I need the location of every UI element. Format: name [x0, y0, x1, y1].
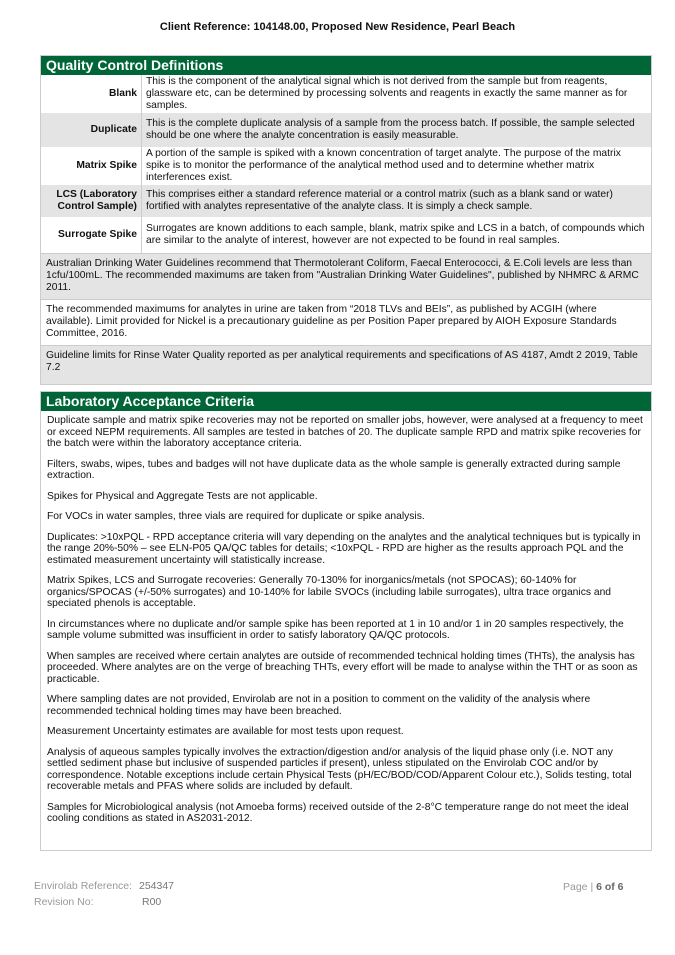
definition: Surrogates are known additions to each sample, blank, matrix spike and LCS in a batch, of compounds which are similar to the analyte of interest, however are not expected to be found in real samples. [146, 223, 645, 246]
page-number: 6 of 6 [596, 881, 624, 893]
definition: This is the component of the analytical signal which is not derived from the sample but from reagents, glassware etc, can be determined by processing solvents and reagents in exactly the same manner as for samples. [146, 76, 628, 111]
revision-label: Revision No: [34, 896, 94, 908]
paragraph: Spikes for Physical and Aggregate Tests are not applicable. [47, 490, 318, 502]
note-rinse-water: Guideline limits for Rinse Water Quality reported as per analytical requirements and specifications of AS 4187, Amdt 2 2019, Table 7.2 [41, 345, 651, 384]
paragraph: Duplicates: >10xPQL - RPD acceptance criteria will vary depending on the analytes and the analytical techniques but is typically in the range 20%-50% – see ELN-P05 QA/QC tables for details; <10xPQL - RPD are higher as the results approach PQL and the estimated measurement uncertainty will statistically increase. [47, 531, 641, 566]
footer-revision [34, 896, 161, 908]
qc-heading: Quality Control Definitions [41, 56, 651, 75]
paragraph: Duplicate sample and matrix spike recoveries may not be reported on smaller jobs, however, were analysed at a frequency to meet or exceed NEPM requirements. All samples are tested in batches of 20. The duplicate sample RPD and matrix spike recoveries for the batch were within the laboratory acceptance criteria. [47, 415, 643, 449]
paragraph: Analysis of aqueous samples typically involves the extraction/digestion and/or analysis of the liquid phase only (i.e. NOT any settled sediment phase but inclusive of suspended particles if present), unless stipulated on the Envirolab COC and/or by correspondence. Notable exceptions include certain Physical Tests (pH/EC/BOD/COD/Apparent Colour etc.), Solids testing, total recoverable metals and PFAS where solids are included by default. [47, 746, 632, 792]
paragraph: Filters, swabs, wipes, tubes and badges will not have duplicate data as the whole sample is generally extracted during sample extraction. [47, 458, 621, 481]
footer-reference [34, 880, 174, 892]
lab-acceptance-section [40, 391, 652, 851]
note-drinking-water: Australian Drinking Water Guidelines recommend that Thermotolerant Coliform, Faecal Enterococci, & E.Coli levels are less than 1cfu/100mL. The recommended maximums are taken from "Australian Drinking Water Guidelines", published by NHMRC & ARMC 2011. [41, 253, 651, 299]
paragraph: In circumstances where no duplicate and/or sample spike has been reported at 1 in 10 and/or 1 in 20 samples respectively, the sample volume submitted was insufficient in order to satisfy laboratory QA/QC protocols. [47, 618, 624, 641]
page-label: Page | [563, 881, 594, 893]
footer-page [563, 881, 624, 893]
page-title: Client Reference: 104148.00, Proposed New Residence, Pearl Beach [159, 21, 516, 33]
qc-definitions-section [40, 55, 652, 385]
definition: This comprises either a standard reference material or a control matrix (such as a blank sand or water) fortified with analytes representative of the analyte class. It is simply a check sample. [146, 189, 613, 212]
paragraph: For VOCs in water samples, three vials are required for duplicate or spike analysis. [47, 511, 425, 522]
table-row [41, 185, 651, 217]
paragraph: Measurement Uncertainty estimates are available for most tests upon request. [47, 726, 404, 737]
table-row [41, 217, 651, 253]
term: Duplicate [41, 113, 142, 147]
term: Matrix Spike [41, 147, 142, 185]
term: Surrogate Spike [41, 217, 142, 253]
lac-heading: Laboratory Acceptance Criteria [41, 392, 651, 411]
paragraph: Where sampling dates are not provided, Envirolab are not in a position to comment on the validity of the analysis where recommended technical holding times may have been breached. [47, 694, 591, 717]
definition: This is the complete duplicate analysis of a sample from the process batch. If possible, the sample selected should be one where the analyte concentration is easily measurable. [146, 118, 635, 141]
paragraph: When samples are received where certain analytes are outside of recommended technical holding times (THTs), the analysis has proceeded. Where analytes are on the verge of breaching THTs, every effort will be made to analyse within the THT or as soon as practicable. [47, 650, 638, 685]
table-row [41, 113, 651, 147]
term: LCS (Laboratory Control Sample) [41, 185, 142, 217]
revision-value: R00 [142, 896, 162, 908]
reference-value: 254347 [138, 880, 175, 892]
note-urine: The recommended maximums for analytes in urine are taken from “2018 TLVs and BEIs”, as published by ACGIH (where available). Limit provided for Nickel is a precautionary guideline as per Position Paper prepared by AIOH Exposure Standards Committee, 2016. [41, 299, 651, 345]
table-row [41, 75, 651, 113]
qc-table [41, 75, 651, 253]
table-row [41, 147, 651, 185]
term: Blank [41, 75, 142, 113]
definition: A portion of the sample is spiked with a known concentration of target analyte. The purpose of the matrix spike is to monitor the performance of the analytical method used and to determine whether matrix interferences exist. [146, 148, 621, 183]
paragraph: Samples for Microbiological analysis (not Amoeba forms) received outside of the 2-8°C temperature range do not meet the ideal cooling conditions as stated in AS2031-2012. [47, 801, 629, 824]
paragraph: Matrix Spikes, LCS and Surrogate recoveries: Generally 70-130% for inorganics/metals (not SPOCAS); 60-140% for organics/SPOCAS (+/-50% surrogates) and 10-140% for labile SVOCs (including labile surrogates), ultra trace organics and speciated phenols is acceptable. [47, 575, 612, 609]
reference-label: Envirolab Reference: [34, 880, 133, 892]
